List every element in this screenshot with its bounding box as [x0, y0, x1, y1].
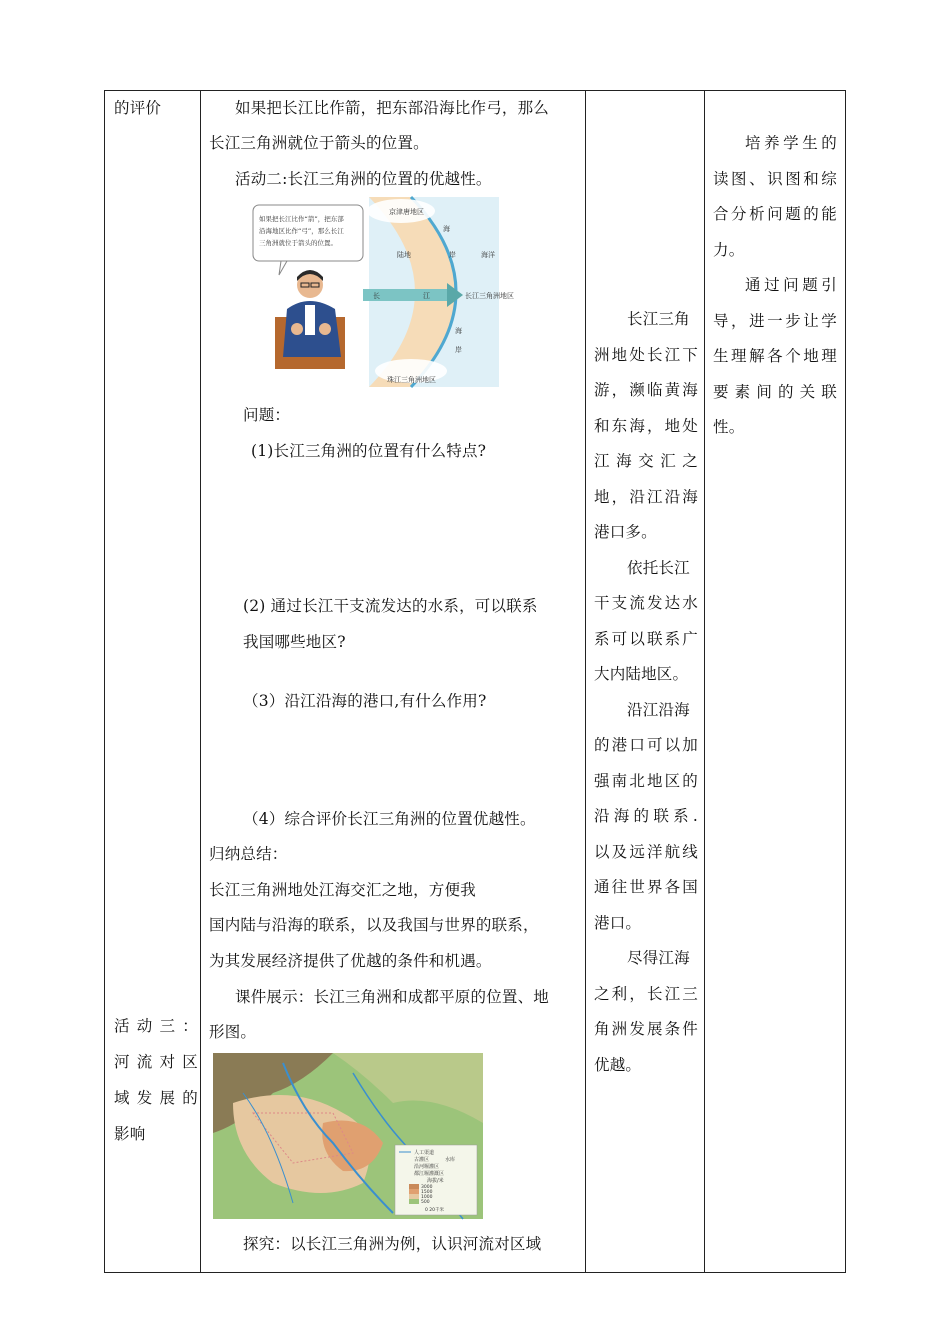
- svg-text:江: 江: [423, 292, 430, 300]
- col3-line: 的港口可以加: [594, 736, 698, 754]
- col3-line: 江海交汇之: [594, 452, 698, 470]
- column-divider: [585, 91, 586, 1272]
- col3-line: 沿江沿海: [627, 701, 690, 719]
- col3-line: 和东海，地处: [594, 417, 698, 435]
- intro-line: 长江三角洲就位于箭头的位置。: [209, 134, 429, 152]
- col3-line: 依托长江: [627, 559, 690, 577]
- col4-line: 读图、识图和综: [713, 170, 837, 188]
- svg-text:500: 500: [421, 1200, 430, 1205]
- svg-text:长江三角洲地区: 长江三角洲地区: [465, 292, 514, 300]
- col3-line: 系可以联系广: [594, 630, 698, 648]
- col3-line: 通往世界各国: [594, 878, 698, 896]
- col4-line: 通过问题引: [745, 276, 837, 294]
- svg-text:岸: 岸: [449, 251, 456, 259]
- svg-text:陆地: 陆地: [397, 251, 411, 259]
- col3-line: 沿海的联系.: [594, 807, 698, 825]
- col3-line: 以及远洋航线: [594, 843, 698, 861]
- svg-text:1000: 1000: [421, 1195, 433, 1200]
- intro-line: 如果把长江比作箭，把东部沿海比作弓，那么: [235, 99, 550, 117]
- col3-line: 优越。: [594, 1056, 642, 1074]
- question-4: （4）综合评价长江三角洲的位置优越性。: [243, 810, 536, 828]
- col3-line: 强南北地区的: [594, 772, 698, 790]
- svg-text:海: 海: [443, 225, 450, 233]
- svg-text:水库: 水库: [445, 1157, 456, 1163]
- col3-line: 干支流发达水: [594, 594, 698, 612]
- activity3-line: 域发展的: [114, 1089, 198, 1107]
- col3-line: 尽得江海: [627, 949, 690, 967]
- column-divider: [200, 91, 201, 1272]
- col3-line: 港口多。: [594, 523, 657, 541]
- question-1: (1)长江三角洲的位置有什么特点?: [251, 442, 487, 460]
- svg-text:古灌区: 古灌区: [414, 1157, 430, 1163]
- terrain-map-figure: [213, 1053, 483, 1219]
- col3-line: 洲地处长江下: [594, 346, 698, 364]
- col4-line: 合分析问题的能: [713, 205, 837, 223]
- svg-text:长: 长: [373, 292, 380, 300]
- courseware-line: 形图。: [209, 1023, 257, 1041]
- lesson-table: [104, 90, 846, 1273]
- col4-line: 力。: [713, 241, 745, 259]
- svg-text:沿河堰灌区: 沿河堰灌区: [414, 1164, 440, 1170]
- svg-text:都江堰灌溉区: 都江堰灌溉区: [414, 1171, 445, 1177]
- summary-line: 长江三角洲地处江海交汇之地，方便我: [209, 881, 476, 899]
- teacher-illustration: [275, 270, 345, 369]
- arrow-bow-figure: [251, 197, 514, 387]
- svg-text:0 20千米: 0 20千米: [425, 1208, 445, 1213]
- explore-line: 探究：以长江三角洲为例，认识河流对区域: [243, 1235, 542, 1253]
- col1-top-text: 的评价: [114, 99, 162, 117]
- col3-line: 角洲发展条件: [594, 1020, 698, 1038]
- svg-text:岸: 岸: [455, 346, 462, 354]
- svg-text:京津唐地区: 京津唐地区: [389, 208, 424, 216]
- col4-line: 导，进一步让学: [713, 312, 837, 330]
- summary-line: 为其发展经济提供了优越的条件和机遇。: [209, 952, 492, 970]
- col4-line: 生理解各个地理: [713, 347, 837, 365]
- courseware-line: 课件展示：长江三角洲和成都平原的位置、地: [235, 988, 550, 1006]
- col3-line: 长江三角: [627, 310, 690, 328]
- summary-line: 归纳总结：: [209, 845, 288, 863]
- col3-line: 游，濒临黄海: [594, 381, 698, 399]
- summary-line: 国内陆与沿海的联系，以及我国与世界的联系，: [209, 916, 539, 934]
- col4-line: 性。: [713, 418, 745, 436]
- col3-line: 之利，长江三: [594, 985, 698, 1003]
- col4-line: 要素间的关联: [713, 383, 837, 401]
- question-2: 我国哪些地区?: [243, 633, 346, 651]
- question-2: (2) 通过长江干支流发达的水系，可以联系: [243, 597, 538, 615]
- svg-text:海拔/米: 海拔/米: [427, 1178, 444, 1184]
- svg-text:海洋: 海洋: [481, 251, 495, 259]
- svg-text:人工渠道: 人工渠道: [414, 1150, 435, 1156]
- activity3-line: 影响: [114, 1125, 146, 1143]
- column-divider: [704, 91, 705, 1272]
- activity3-line: 活动三：: [114, 1017, 198, 1035]
- svg-text:三角洲就位于箭头的位置。: 三角洲就位于箭头的位置。: [259, 239, 337, 247]
- svg-text:如果把长江比作“箭”，把东部: 如果把长江比作“箭”，把东部: [259, 215, 344, 223]
- svg-text:3000: 3000: [421, 1185, 433, 1190]
- svg-text:1500: 1500: [421, 1190, 433, 1195]
- questions-title: 问题：: [243, 406, 291, 424]
- activity3-line: 河流对区: [114, 1053, 198, 1071]
- svg-text:珠江三角洲地区: 珠江三角洲地区: [387, 376, 436, 384]
- col3-line: 港口。: [594, 914, 642, 932]
- activity2-heading: 活动二:长江三角洲的位置的优越性。: [235, 170, 492, 188]
- col3-line: 大内陆地区。: [594, 665, 689, 683]
- col3-line: 地，沿江沿海: [594, 488, 698, 506]
- question-3: （3）沿江沿海的港口,有什么作用?: [243, 692, 487, 710]
- col4-line: 培养学生的: [745, 134, 837, 152]
- svg-text:沿海地区比作“弓”，那么长江: 沿海地区比作“弓”，那么长江: [259, 227, 344, 235]
- svg-text:海: 海: [455, 327, 462, 335]
